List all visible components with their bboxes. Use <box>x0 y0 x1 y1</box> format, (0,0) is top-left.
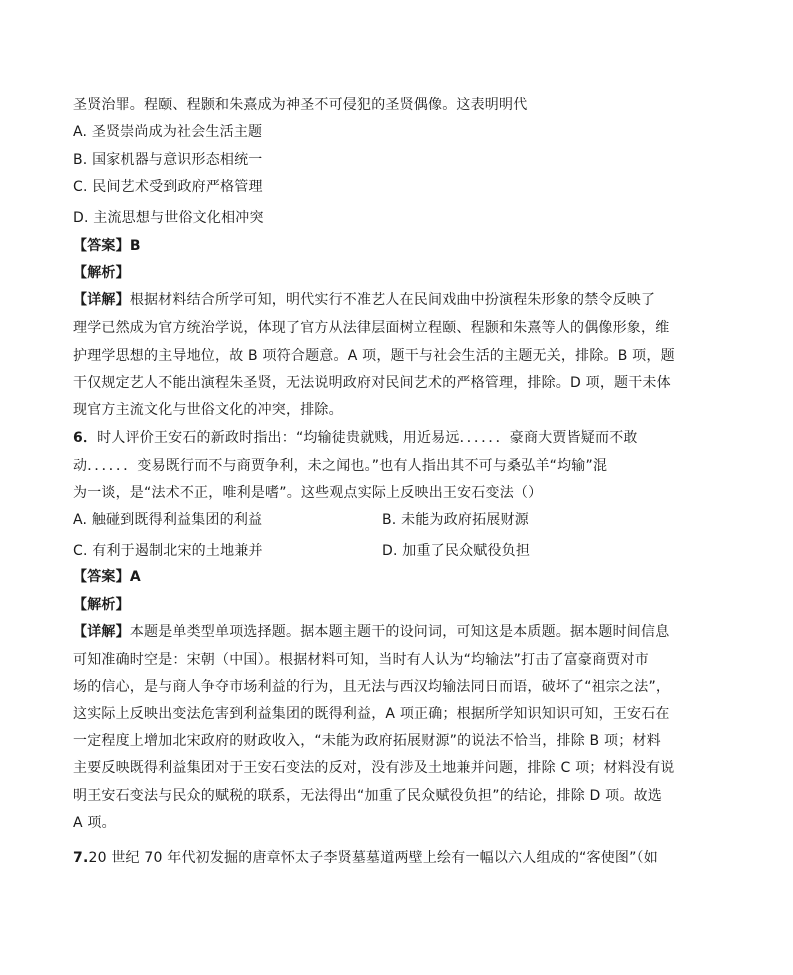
q6-stem-text: 时人评价王安石的新政时指出：“均输徒贵就贱，用近易远．．．．．．豪商大贾皆疑而不敢 <box>97 430 638 446</box>
q5-detail-line-2: 理学已然成为官方统治学说，体现了官方从法律层面树立程颐、程颢和朱熹等人的偶像形象，维 <box>73 320 670 336</box>
q5-detail-line-5: 现官方主流文化与世俗文化的冲突，排除。 <box>73 402 343 418</box>
q6-detail-line-6: 主要反映既得利益集团对于王安石变法的反对，没有涉及土地兼并问题，排除 C 项；材料没有说 <box>73 760 675 776</box>
q5-stem-tail: 圣贤治罪。程颐、程颢和朱熹成为神圣不可侵犯的圣贤偶像。这表明明代 <box>73 97 528 113</box>
q6-option-b: B. 未能为政府拓展财源 <box>382 512 529 528</box>
q6-analysis-label: 【解析】 <box>73 597 130 613</box>
answer-label: 【答案】 <box>73 238 130 254</box>
q6-detail-line-7: 明王安石变法与民众的赋税的联系，无法得出“加重了民众赋役负担”的结论，排除 D 项。故选 <box>73 788 662 804</box>
answer-value: A <box>129 569 141 585</box>
q5-detail-line-1 <box>73 290 655 310</box>
q6-stem-line-3: 为一谈，是“法术不正，唯利是嗜”。这些观点实际上反映出王安石变法（） <box>73 485 543 501</box>
detail-label: 【详解】 <box>73 624 130 640</box>
q6-detail-line-8: A 项。 <box>73 815 116 831</box>
q5-option-c: C. 民间艺术受到政府严格管理 <box>73 179 263 195</box>
answer-label: 【答案】 <box>73 569 130 585</box>
question-number: 7. <box>73 850 89 866</box>
q7-stem-line-1 <box>73 848 658 868</box>
q6-detail-line-3: 场的信心，是与商人争夺市场利益的行为，且无法与西汉均输法同日而语，破坏了“祖宗之法”， <box>73 679 671 695</box>
q6-option-a: A. 触碰到既得利益集团的利益 <box>73 512 263 528</box>
detail-text: 本题是单类型单项选择题。据本题主题干的设问词，可知这是本质题。据本题时间信息 <box>129 624 670 640</box>
q6-detail-line-5: 一定程度上增加北宋政府的财政收入，“未能为政府拓展财源”的说法不恰当，排除 B 项；材料 <box>73 733 661 749</box>
q5-detail-line-3: 护理学思想的主导地位，故 B 项符合题意。A 项，题干与社会生活的主题无关，排除。B 项，题 <box>73 348 675 364</box>
q6-stem-line-2: 动．．．．．．变易既行而不与商贾争利，未之闻也。”也有人指出其不可与桑弘羊“均输”混 <box>73 458 608 474</box>
q6-answer <box>73 567 141 587</box>
detail-label: 【详解】 <box>73 292 130 308</box>
q5-analysis-label: 【解析】 <box>73 265 130 281</box>
q5-option-d: D. 主流思想与世俗文化相冲突 <box>73 210 264 226</box>
q6-stem-line-1 <box>73 428 638 448</box>
q5-option-b: B. 国家机器与意识形态相统一 <box>73 152 263 168</box>
q6-detail-line-4: 这实际上反映出变法危害到利益集团的既得利益，A 项正确；根据所学知识知识可知，王安石在 <box>73 706 670 722</box>
q6-detail-line-2: 可知准确时空是：宋朝（中国）。根据材料可知，当时有人认为“均输法”打击了富豪商贾对市 <box>73 652 649 668</box>
q5-option-a: A. 圣贤崇尚成为社会生活主题 <box>73 124 263 140</box>
answer-value: B <box>129 238 141 254</box>
q5-answer <box>73 236 141 256</box>
detail-text: 根据材料结合所学可知，明代实行不准艺人在民间戏曲中扮演程朱形象的禁令反映了 <box>129 292 656 308</box>
q7-stem-text: 20 世纪 70 年代初发掘的唐章怀太子李贤墓墓道两壁上绘有一幅以六人组成的“客使图”（如 <box>88 850 658 866</box>
q6-option-c: C. 有利于遏制北宋的土地兼并 <box>73 543 263 559</box>
q5-detail-line-4: 干仅规定艺人不能出演程朱圣贤，无法说明政府对民间艺术的严格管理，排除。D 项，题干未体 <box>73 375 671 391</box>
question-number: 6． <box>73 430 98 446</box>
q6-detail-line-1 <box>73 622 669 642</box>
q6-option-d: D. 加重了民众赋役负担 <box>382 543 531 559</box>
